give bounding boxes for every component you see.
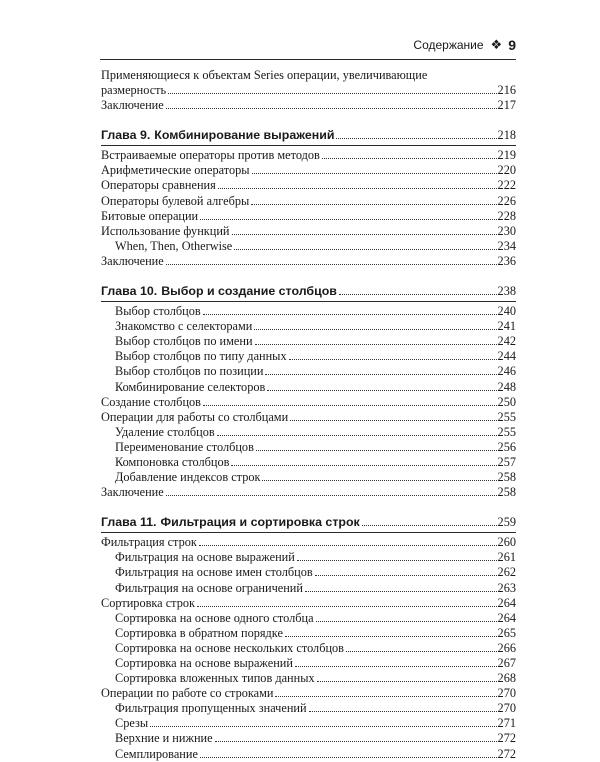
toc-entry[interactable] (101, 626, 516, 641)
toc-entry-page: 265 (497, 625, 516, 640)
chapter-number: Глава 9. (101, 128, 151, 143)
toc-entry-title: Фильтрация строк (101, 535, 197, 550)
toc-entry[interactable] (101, 254, 516, 269)
toc-entry-title: Сортировка на основе выражений (115, 656, 293, 670)
toc-entry-page: 266 (497, 640, 516, 655)
chapter-heading[interactable] (101, 283, 516, 302)
dot-leader (252, 173, 497, 174)
toc-entry-title: Фильтрация на основе имен столбцов (115, 565, 313, 580)
toc-entry[interactable] (101, 596, 516, 611)
toc-entry[interactable] (101, 686, 516, 701)
toc-entry-page: 261 (497, 550, 516, 565)
dot-leader (297, 560, 497, 561)
toc-entry-title: Срезы (115, 716, 149, 731)
toc-entry-title: Выбор столбцов по имени (115, 334, 253, 349)
dot-leader (234, 249, 496, 250)
dot-leader (262, 480, 496, 481)
dot-leader (218, 188, 497, 189)
dot-leader (290, 420, 496, 421)
chapter-number: Глава 10. (101, 284, 158, 299)
toc-entry[interactable] (101, 410, 516, 425)
toc-entry-title: размерность (101, 83, 167, 98)
toc-entry-title: Арифметические операторы (101, 163, 250, 178)
toc-entry-page: 272 (497, 731, 516, 746)
dot-leader (256, 450, 497, 451)
toc-entry-page: 270 (497, 701, 516, 716)
toc-entry-title: Знакомство с селекторами (115, 319, 253, 334)
toc-entry-page: 255 (497, 424, 516, 439)
dot-leader (150, 726, 496, 727)
toc-entry-page: 216 (497, 83, 516, 98)
dot-leader (203, 314, 497, 315)
toc-entry[interactable] (101, 98, 516, 113)
dot-leader (275, 696, 496, 697)
toc-entry-page: 220 (497, 163, 516, 178)
toc-entry[interactable] (101, 550, 516, 565)
toc-entry[interactable] (101, 304, 516, 319)
toc-entry-title: Применяющиеся к объектам Series операции, увеличивающие (101, 68, 428, 82)
chapter-list (101, 127, 516, 761)
toc-entry[interactable] (101, 148, 516, 163)
toc-entry[interactable] (101, 364, 516, 379)
toc-entry[interactable] (101, 656, 516, 671)
toc-entry[interactable] (101, 163, 516, 178)
dot-leader (217, 435, 497, 436)
toc-entry-title: Операции для работы со столбцами (101, 409, 289, 424)
chapter-title: Выбор и создание столбцов (161, 284, 337, 299)
toc-entry[interactable] (101, 319, 516, 334)
toc-entry-page: 263 (497, 580, 516, 595)
dot-leader (232, 234, 497, 235)
toc-entry-page: 255 (497, 409, 516, 424)
toc-entry-page: 241 (497, 319, 516, 334)
toc-entry-page: 230 (497, 223, 516, 238)
dot-leader (336, 138, 496, 139)
toc-entry-title: Операторы сравнения (101, 178, 216, 193)
dot-leader (285, 636, 497, 637)
chapter-number: Глава 11. (101, 515, 157, 530)
toc-entry[interactable] (101, 224, 516, 239)
toc-entry[interactable] (101, 701, 516, 716)
toc-entry-title: Сортировка в обратном порядке (115, 625, 283, 640)
dot-leader (305, 591, 497, 592)
toc-entry-title: When, Then, Otherwise (115, 238, 233, 253)
toc-entry-page: 260 (497, 535, 516, 550)
dot-leader (255, 344, 497, 345)
dot-leader (168, 93, 496, 94)
toc-entry[interactable] (101, 485, 516, 500)
dot-leader (295, 666, 497, 667)
toc-entry-title: Выбор столбцов по типу данных (115, 349, 287, 364)
toc-entry-title: Фильтрация на основе ограничений (115, 580, 303, 595)
toc-entry[interactable] (101, 581, 516, 596)
toc-entry[interactable] (101, 334, 516, 349)
toc-entry[interactable] (101, 209, 516, 224)
dot-leader (199, 545, 497, 546)
chapter-heading[interactable] (101, 514, 516, 533)
toc-entry-title: Сортировка вложенных типов данных (115, 671, 315, 686)
dot-leader (289, 359, 497, 360)
toc-entry-title: Выбор столбцов (115, 304, 201, 319)
toc-entry-title: Заключение (101, 485, 164, 500)
toc-entry-page: 240 (497, 304, 516, 319)
dot-leader (267, 390, 496, 391)
dot-leader (215, 741, 497, 742)
dot-leader (317, 681, 497, 682)
toc-entry[interactable] (101, 731, 516, 746)
toc-entry-title: Использование функций (101, 223, 230, 238)
toc-entry-title: Переименование столбцов (115, 439, 254, 454)
toc-entry[interactable] (101, 611, 516, 626)
dot-leader (251, 204, 496, 205)
toc-entry-page: 267 (497, 656, 516, 670)
toc-entry-page: 271 (497, 716, 516, 731)
table-of-contents (101, 68, 516, 762)
toc-entry-page: 268 (497, 671, 516, 686)
toc-entry[interactable] (101, 425, 516, 440)
dot-leader (362, 525, 497, 526)
toc-entry-title: Операторы булевой алгебры (101, 193, 250, 208)
toc-entry[interactable] (101, 395, 516, 410)
toc-entry-page: 272 (497, 746, 516, 761)
toc-entry-title: Комбинирование селекторов (115, 379, 266, 394)
toc-entry-page: 256 (497, 439, 516, 454)
toc-entry-page: 248 (497, 379, 516, 394)
toc-entry-title: Сортировка на основе нескольких столбцов (115, 640, 344, 655)
toc-entry-title: Компоновка столбцов (115, 454, 230, 469)
toc-entry-title: Сортировка строк (101, 595, 195, 610)
toc-entry[interactable] (101, 535, 516, 550)
toc-entry-title: Сортировка на основе одного столбца (115, 610, 314, 625)
dot-leader (339, 294, 497, 295)
toc-entry[interactable] (101, 178, 516, 193)
toc-entry-page: 258 (497, 470, 516, 485)
dot-leader (346, 651, 497, 652)
toc-entry[interactable] (101, 455, 516, 470)
toc-entry[interactable] (101, 239, 516, 254)
toc-entry[interactable] (101, 194, 516, 209)
toc-entry[interactable] (101, 68, 516, 98)
toc-entry-page: 234 (497, 238, 516, 253)
toc-entry-page: 250 (497, 394, 516, 409)
toc-entry[interactable] (101, 470, 516, 485)
toc-entry-page: 222 (497, 178, 516, 193)
header-page-number: 9 (508, 36, 516, 53)
toc-entry-title: Выбор столбцов по позиции (115, 364, 264, 379)
toc-entry-title: Создание столбцов (101, 394, 201, 409)
chapter-heading[interactable] (101, 127, 516, 146)
dot-leader (203, 405, 497, 406)
toc-entry-page: 264 (497, 610, 516, 625)
toc-entry-page: 219 (497, 148, 516, 163)
toc-entry[interactable] (101, 641, 516, 656)
toc-entry[interactable] (101, 716, 516, 731)
toc-entry-title: Фильтрация пропущенных значений (115, 701, 307, 716)
running-header (100, 30, 516, 60)
dot-leader (200, 757, 497, 758)
toc-entry-title: Удаление столбцов (115, 424, 215, 439)
toc-entry-title: Семплирование (115, 746, 198, 761)
header-ornament-icon: ❖ (490, 36, 503, 52)
toc-entry[interactable] (101, 349, 516, 364)
toc-entry-page: 226 (497, 193, 516, 208)
chapter-page: 238 (497, 284, 516, 299)
toc-entry[interactable] (101, 671, 516, 686)
chapter-title: Комбинирование выражений (154, 128, 335, 143)
dot-leader (322, 158, 497, 159)
toc-entry-title: Битовые операции (101, 208, 199, 223)
dot-leader (166, 108, 497, 109)
dot-leader (309, 711, 497, 712)
toc-entry[interactable] (101, 380, 516, 395)
chapter-page: 218 (497, 128, 516, 143)
chapter-title: Фильтрация и сортировка строк (160, 515, 360, 530)
chapter-page: 259 (497, 515, 516, 530)
toc-entry-title: Встраиваемые операторы против методов (101, 148, 320, 163)
dot-leader (254, 329, 496, 330)
toc-entry-title: Операции по работе со строками (101, 686, 274, 701)
toc-entry-page: 236 (497, 253, 516, 268)
toc-entry-title: Заключение (101, 253, 164, 268)
toc-entry-title: Добавление индексов строк (115, 470, 261, 485)
toc-entry-title: Заключение (101, 98, 164, 113)
dot-leader (200, 219, 496, 220)
toc-entry[interactable] (101, 565, 516, 580)
toc-entry[interactable] (101, 440, 516, 455)
toc-entry-page: 228 (497, 208, 516, 223)
toc-entry-page: 246 (497, 364, 516, 379)
toc-entry-page: 262 (497, 565, 516, 580)
dot-leader (166, 495, 497, 496)
toc-entry-page: 264 (497, 595, 516, 610)
dot-leader (316, 621, 497, 622)
toc-entry-page: 258 (497, 485, 516, 500)
dot-leader (197, 606, 497, 607)
header-section-title: Содержание (413, 37, 484, 52)
dot-leader (315, 575, 497, 576)
toc-entry-page: 270 (497, 686, 516, 701)
toc-entry-page: 242 (497, 334, 516, 349)
toc-entry-page: 257 (497, 454, 516, 469)
toc-entry-page: 244 (497, 349, 516, 364)
dot-leader (265, 374, 496, 375)
dot-leader (166, 264, 497, 265)
toc-entry[interactable] (101, 747, 516, 762)
toc-entry-title: Верхние и нижние (115, 731, 213, 746)
toc-entry-page: 217 (497, 98, 516, 113)
toc-entry-title: Фильтрация на основе выражений (115, 550, 295, 565)
dot-leader (231, 465, 496, 466)
